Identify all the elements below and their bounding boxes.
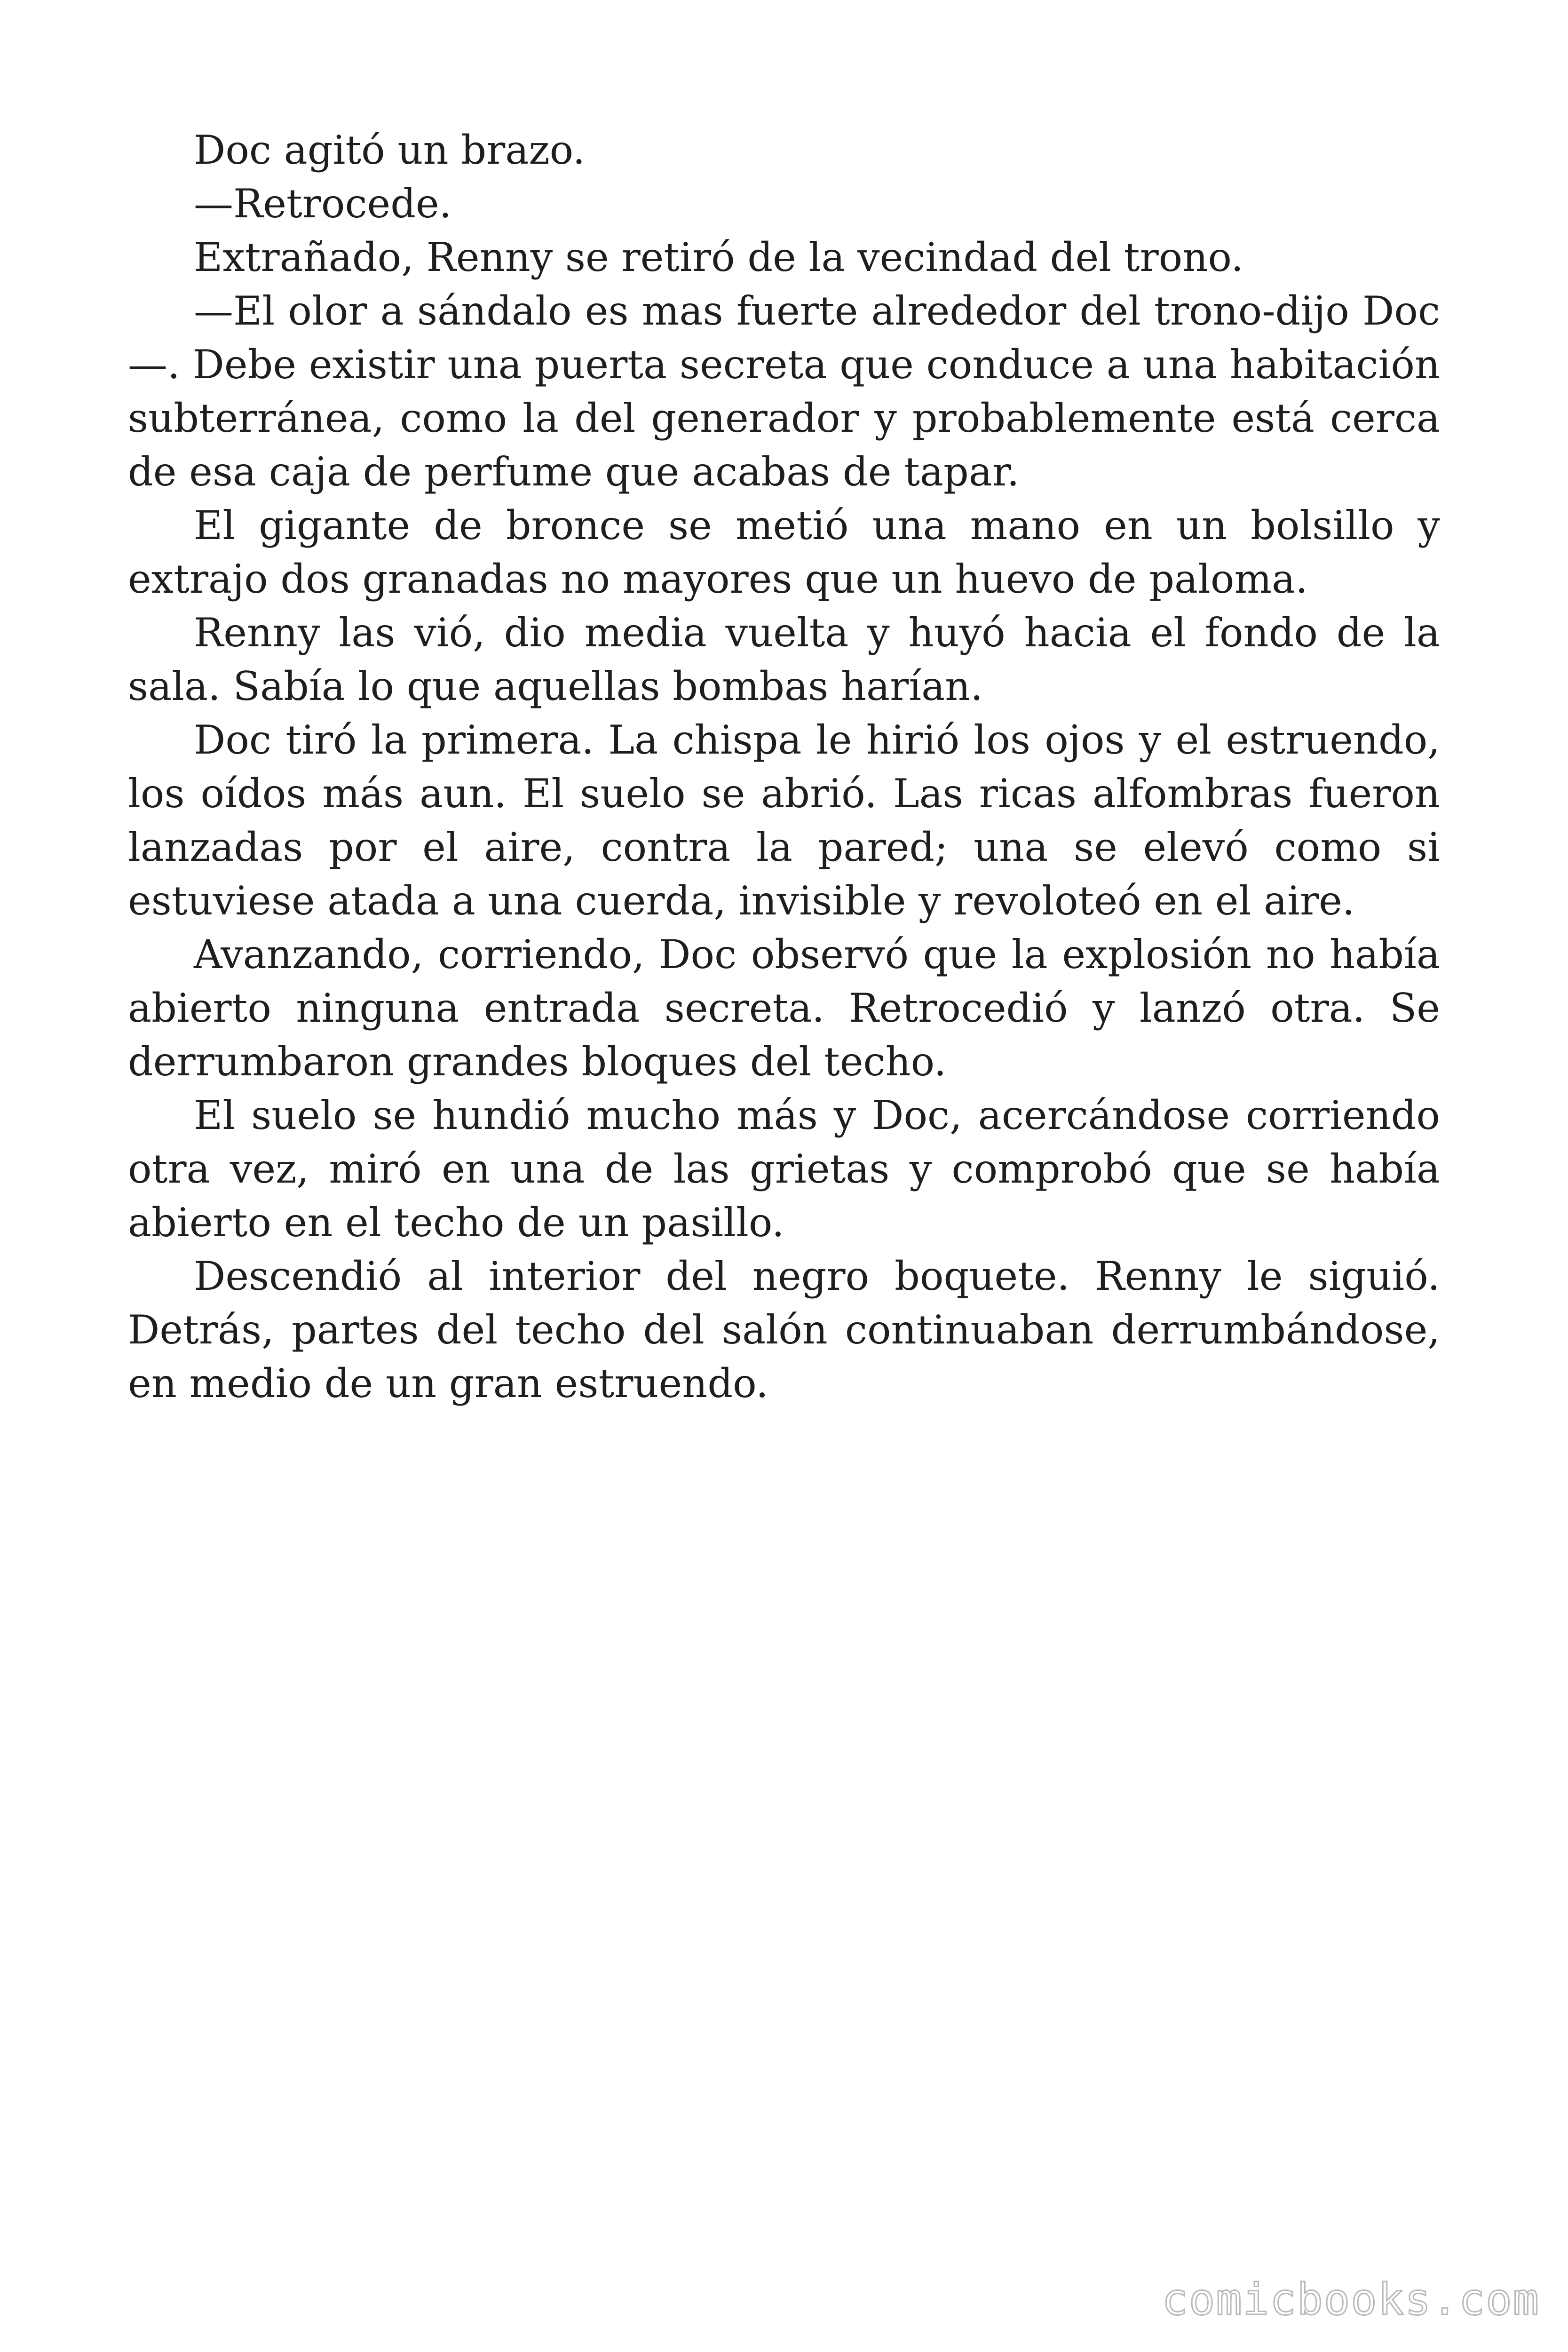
paragraph: Descendió al interior del negro boquete. Renny le siguió. Detrás, partes del techo del salón continuaban derrumbándose, en medio de un gran estruendo. <box>128 1253 1440 1406</box>
paragraph: Renny las vió, dio media vuelta y huyó hacia el fondo de la sala. Sabía lo que aquellas bombas harían. <box>128 610 1440 709</box>
body-text <box>128 123 1440 1410</box>
site-watermark: comicbooks.com <box>1162 2274 1540 2325</box>
paragraph: Extrañado, Renny se retiró de la vecindad del trono. <box>194 234 1244 280</box>
paragraph: Doc agitó un brazo. <box>194 127 586 173</box>
paragraph: —El olor a sándalo es mas fuerte alrededor del trono-dijo Doc —. Debe existir una puerta secreta que conduce a una habitación subterránea, como la del generador y probablemente está cerca de esa caja de perfume que acabas de tapar. <box>128 288 1440 495</box>
paragraph: —Retrocede. <box>194 181 452 227</box>
paragraph: Avanzando, corriendo, Doc observó que la explosión no había abierto ninguna entrada secreta. Retrocedió y lanzó otra. Se derrumbaron grandes bloques del techo. <box>128 931 1440 1085</box>
paragraph: El gigante de bronce se metió una mano en un bolsillo y extrajo dos granadas no mayores que un huevo de paloma. <box>128 502 1440 602</box>
paragraph: Doc tiró la primera. La chispa le hirió los ojos y el estruendo, los oídos más aun. El suelo se abrió. Las ricas alfombras fueron lanzadas por el aire, contra la pared; una se elevó como si estuviese atada a una cuerda, invisible y revoloteó en el aire. <box>128 717 1440 924</box>
paragraph: El suelo se hundió mucho más y Doc, acercándose corriendo otra vez, miró en una de las grietas y comprobó que se había abierto en el techo de un pasillo. <box>128 1092 1440 1246</box>
